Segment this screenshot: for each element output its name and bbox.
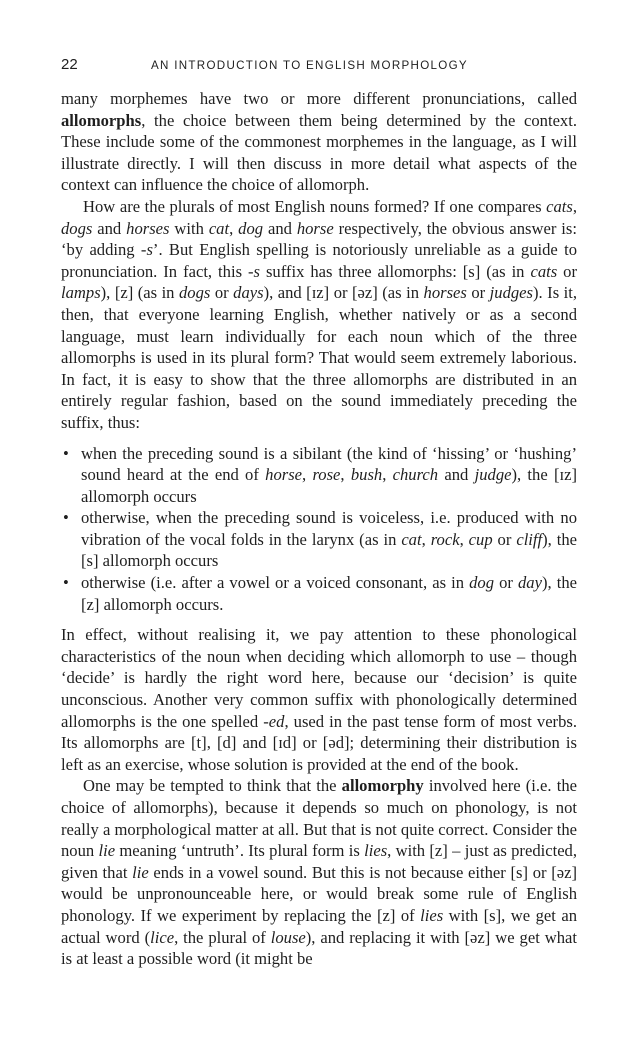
page-number: 22 — [61, 56, 78, 73]
term-allomorphs: allomorphs — [61, 110, 142, 130]
running-header — [61, 54, 577, 76]
list-item: • otherwise, when the preceding sound is voiceless, i.e. produced with no vibration of the vocal folds in the larynx (as in cat, rock, cup or cliff), the [s] allomorph occurs — [61, 507, 577, 572]
list-item: • otherwise (i.e. after a vowel or a voiced consonant, as in dog or day), the [z] allomorph occurs. — [61, 572, 577, 615]
paragraph-allomorphs-intro: many morphemes have two or more different pronunciations, called allomorphs, the choice between them being determined by the context. These include some of the commonest morphemes in the language, as I will illustrate directly. I will then discuss in more detail what aspects of the context can influence the choice of allomorph. — [61, 89, 577, 195]
term-allomorphy: allomorphy — [341, 776, 424, 796]
paragraph-allomorphy: One may be tempted to think that the allomorphy involved here (i.e. the choice of allomorphs), because it depends so much on phonology, is not really a morphological matter at all. But that is not quite correct. Consider the noun lie meaning ‘untruth’. Its plural form is lies, with [z] – just as predicted, given that lie ends in a vowel sound. But this is not because either [s] or [əz] would be unpronounceable here, or would break some rule of English phonology. If we experiment by replacing the [z] of lies with [s], we get an actual word (lice, the plural of louse), and replacing it with [əz] we get what is at least a possible word (it might be — [61, 776, 578, 969]
list-item: • when the preceding sound is a sibilant (the kind of ‘hissing’ or ‘hushing’ sound heard at the end of horse, rose, bush, church and judge), the [ɪz] allomorph occurs — [61, 443, 577, 508]
paragraph-past-tense: In effect, without realising it, we pay attention to these phonological characteristics of the noun when deciding which allomorph to use – though ‘decide’ is hardly the right word here, because our ‘decision’ is quite unconscious. Another very common suffix with phonologically determined allomorphs is the one spelled -ed, used in the past tense form of most verbs. Its allomorphs are [t], [d] and [ɪd] or [əd]; determining their distribution is left as an exercise, whose solution is provided at the end of the book. — [61, 625, 577, 774]
allomorph-rules-list — [61, 443, 577, 616]
paragraph-plurals: How are the plurals of most English nouns formed? If one compares cats, dogs and horses with cat, dog and horse respectively, the obvious answer is: ‘by adding -s’. But English spelling is notoriously unreliable as a guide to pronunciation. In fact, this -s suffix has three allomorphs: [s] (as in cats or lamps), [z] (as in dogs or days), and [ɪz] or [əz] (as in horses or judges). Is it, then, that everyone learning English, whether natively or as a second language, must learn individually for each noun which of the three allomorphs is used in its plural form? That would seem extremely laborious. In fact, it is easy to show that the three allomorphs are distributed in an entirely regular fashion, based on the sound immediately preceding the suffix, thus: — [61, 196, 578, 432]
book-page — [61, 54, 577, 970]
running-title: AN INTRODUCTION TO ENGLISH MORPHOLOGY — [151, 59, 468, 72]
